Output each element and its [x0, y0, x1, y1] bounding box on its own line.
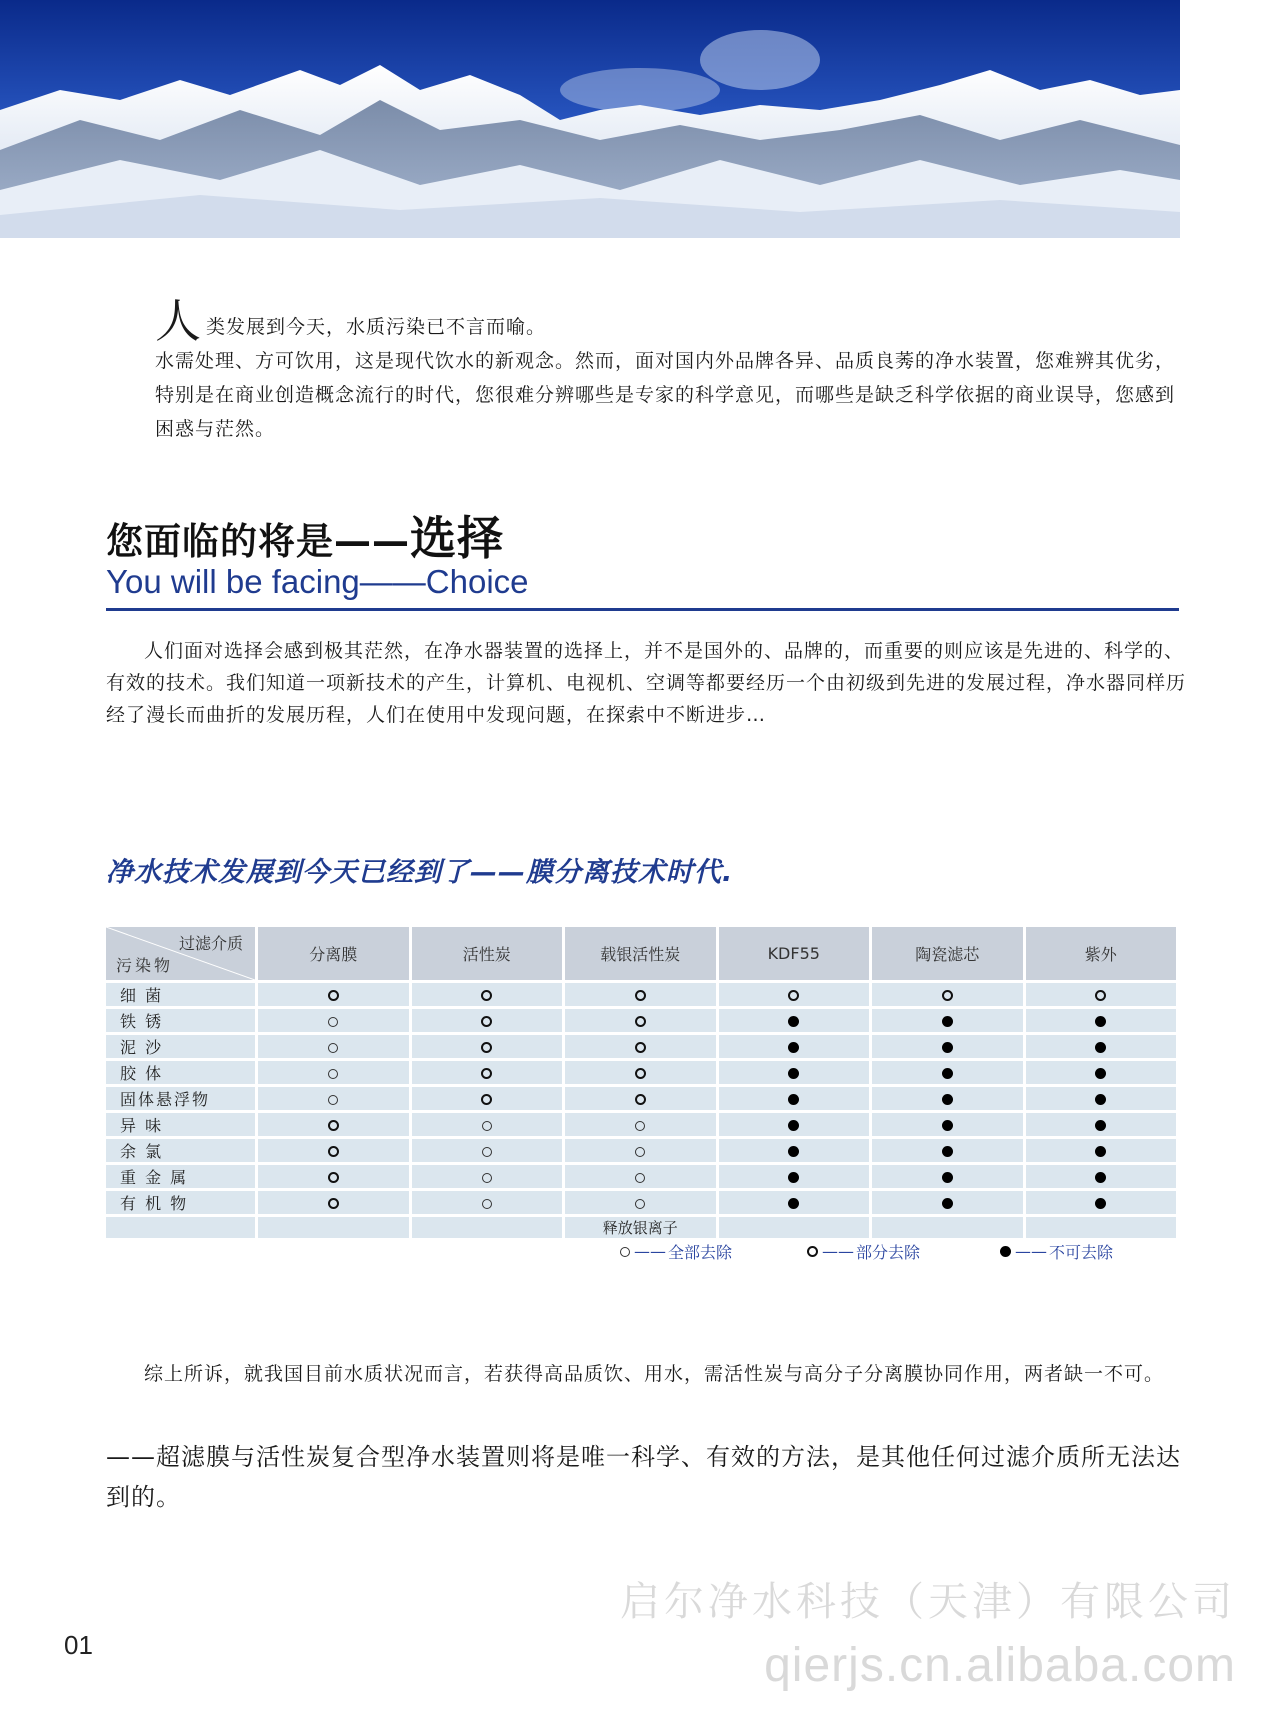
table-cell — [565, 1087, 716, 1110]
table-cell — [412, 1139, 563, 1162]
table-cell — [258, 1087, 409, 1110]
row-label: 胶 体 — [106, 1061, 255, 1084]
corner-top-label: 过滤介质 — [178, 934, 243, 953]
filled-dot-icon — [788, 1016, 799, 1027]
filled-dot-icon — [788, 1042, 799, 1053]
table-cell — [258, 1165, 409, 1188]
heading-cn-emphasis: 选择 — [410, 511, 504, 565]
hollow-circle-icon — [482, 1121, 492, 1131]
table-note-row — [106, 1217, 1176, 1238]
table-cell — [258, 1113, 409, 1136]
bold-circle-icon — [635, 1094, 646, 1105]
legend-part — [807, 1240, 920, 1263]
table-cell — [719, 1061, 870, 1084]
table-cell — [258, 983, 409, 1006]
table-cell — [719, 1139, 870, 1162]
filled-dot-icon — [788, 1120, 799, 1131]
filled-dot-icon — [1095, 1042, 1106, 1053]
column-header: KDF55 — [719, 927, 870, 980]
table-row — [106, 1191, 1176, 1214]
table-row — [106, 1113, 1176, 1136]
table-cell — [412, 1113, 563, 1136]
table-cell — [258, 1035, 409, 1058]
table-row — [106, 1035, 1176, 1058]
hollow-circle-icon — [328, 1017, 338, 1027]
table-cell — [719, 983, 870, 1006]
heading-cn-prefix: 您面临的将是—— — [106, 520, 410, 563]
bold-circle-icon — [481, 990, 492, 1001]
bold-circle-icon — [635, 1068, 646, 1079]
table-cell — [1026, 1165, 1177, 1188]
table-cell — [1026, 1139, 1177, 1162]
filled-dot-icon — [942, 1068, 953, 1079]
table-cell — [719, 1217, 870, 1238]
mountain-banner-image — [0, 0, 1180, 238]
table-cell — [258, 1139, 409, 1162]
row-label: 泥 沙 — [106, 1035, 255, 1058]
table-cell — [412, 1087, 563, 1110]
table-row — [106, 983, 1176, 1006]
bold-circle-icon — [328, 1120, 339, 1131]
table-cell — [412, 1217, 563, 1238]
bold-circle-icon — [1095, 990, 1106, 1001]
table-cell — [719, 1009, 870, 1032]
table-cell — [719, 1035, 870, 1058]
choice-paragraph-text: 人们面对选择会感到极其茫然，在净水器装置的选择上，并不是国外的、品牌的，而重要的则应该是先进的、科学的、有效的技术。我们知道一项新技术的产生，计算机、电视机、空调等都要经历一个由初级到先进的发展过程，净水器同样历经了漫长而曲折的发展历程，人们在使用中发现问题，在探索中不断进步… — [106, 640, 1187, 726]
table-cell — [719, 1191, 870, 1214]
hollow-circle-icon — [635, 1173, 645, 1183]
filled-dot-icon — [788, 1094, 799, 1105]
column-header: 载银活性炭 — [565, 927, 716, 980]
table-cell — [565, 1139, 716, 1162]
table-cell — [1026, 983, 1177, 1006]
table-cell — [412, 1009, 563, 1032]
bold-circle-icon — [788, 990, 799, 1001]
column-header: 分离膜 — [258, 927, 409, 980]
table-cell — [872, 1191, 1023, 1214]
conclusion-statement-text: ——超滤膜与活性炭复合型净水装置则将是唯一科学、有效的方法，是其他任何过滤介质所无法达到的。 — [106, 1443, 1181, 1511]
section-heading-en: You will be facing——Choice — [106, 563, 529, 600]
table-cell — [1026, 1113, 1177, 1136]
bold-circle-icon — [328, 1172, 339, 1183]
table-cell — [1026, 1009, 1177, 1032]
table-cell — [872, 1087, 1023, 1110]
bold-circle-icon — [328, 1146, 339, 1157]
filled-dot-icon — [942, 1172, 953, 1183]
table-row — [106, 1165, 1176, 1188]
bold-circle-icon — [635, 1016, 646, 1027]
table-row — [106, 1061, 1176, 1084]
table-legend — [0, 1240, 1276, 1264]
choice-paragraph — [106, 635, 1186, 731]
legend-full-label: 全部去除 — [668, 1243, 733, 1262]
bold-circle-icon — [807, 1246, 818, 1257]
table-cell — [1026, 1087, 1177, 1110]
bold-circle-icon — [328, 1198, 339, 1209]
heading-divider — [106, 608, 1179, 611]
bold-circle-icon — [635, 1042, 646, 1053]
legend-none — [1000, 1240, 1113, 1263]
watermark-company: 启尔净水科技（天津）有限公司 — [620, 1579, 1236, 1625]
table-cell — [258, 1009, 409, 1032]
table-cell — [258, 1217, 409, 1238]
table-cell — [872, 1061, 1023, 1084]
table-row — [106, 1009, 1176, 1032]
table-cell — [565, 1035, 716, 1058]
table-cell — [565, 983, 716, 1006]
legend-dash: —— — [822, 1242, 854, 1261]
filled-dot-icon — [1095, 1120, 1106, 1131]
table-cell — [565, 1191, 716, 1214]
table-cell — [1026, 1061, 1177, 1084]
filled-dot-icon — [942, 1120, 953, 1131]
membrane-era-heading: 净水技术发展到今天已经到了——膜分离技术时代. — [106, 857, 734, 888]
table-row — [106, 1139, 1176, 1162]
bold-circle-icon — [481, 1068, 492, 1079]
bold-circle-icon — [635, 990, 646, 1001]
legend-dash: —— — [1015, 1242, 1047, 1261]
table-cell — [412, 1061, 563, 1084]
table-cell — [719, 1113, 870, 1136]
corner-bottom-label: 污染物 — [116, 956, 174, 975]
watermark-url: qierjs.cn.alibaba.com — [764, 1639, 1236, 1692]
column-header: 紫外 — [1026, 927, 1177, 980]
silver-ion-note: 释放银离子 — [565, 1217, 716, 1238]
table-row — [106, 1087, 1176, 1110]
table-cell — [872, 1217, 1023, 1238]
table-cell — [872, 983, 1023, 1006]
bold-circle-icon — [328, 990, 339, 1001]
intro-line1-text: 类发展到今天，水质污染已不言而喻。 — [206, 316, 547, 338]
column-header: 陶瓷滤芯 — [872, 927, 1023, 980]
bold-circle-icon — [481, 1094, 492, 1105]
bold-circle-icon — [481, 1016, 492, 1027]
legend-full — [620, 1240, 732, 1263]
intro-first-line — [155, 294, 1175, 348]
table-cell — [258, 1191, 409, 1214]
conclusion-statement — [106, 1437, 1186, 1517]
conclusion-text: 综上所诉，就我国目前水质状况而言，若获得高品质饮、用水，需活性炭与高分子分离膜协同作用，两者缺一不可。 — [144, 1363, 1165, 1385]
filled-dot-icon — [942, 1146, 953, 1157]
filled-dot-icon — [788, 1146, 799, 1157]
table-cell — [565, 1113, 716, 1136]
table-cell — [872, 1139, 1023, 1162]
column-header: 活性炭 — [412, 927, 563, 980]
table-cell — [565, 1061, 716, 1084]
table-corner-cell — [106, 927, 255, 980]
hollow-circle-icon — [482, 1147, 492, 1157]
row-label: 铁 锈 — [106, 1009, 255, 1032]
filter-comparison-table — [106, 927, 1179, 1241]
hollow-circle-icon — [482, 1199, 492, 1209]
filled-dot-icon — [1095, 1016, 1106, 1027]
row-label: 有 机 物 — [106, 1191, 255, 1214]
table-cell — [412, 1165, 563, 1188]
filled-dot-icon — [942, 1094, 953, 1105]
table-cell — [1026, 1035, 1177, 1058]
hollow-circle-icon — [328, 1043, 338, 1053]
page-number: 01 — [64, 1630, 93, 1660]
table-cell — [412, 983, 563, 1006]
filled-dot-icon — [1095, 1172, 1106, 1183]
table-cell — [106, 1217, 255, 1238]
hollow-circle-icon — [635, 1199, 645, 1209]
table-cell — [258, 1061, 409, 1084]
table-cell — [1026, 1191, 1177, 1214]
conclusion-paragraph — [106, 1357, 1176, 1391]
row-label: 异 味 — [106, 1113, 255, 1136]
table-cell — [565, 1165, 716, 1188]
table-cell — [565, 1009, 716, 1032]
table-cell — [1026, 1217, 1177, 1238]
filled-dot-icon — [942, 1042, 953, 1053]
hollow-circle-icon — [635, 1147, 645, 1157]
table-cell — [412, 1035, 563, 1058]
row-label: 固体悬浮物 — [106, 1087, 255, 1110]
row-label: 重 金 属 — [106, 1165, 255, 1188]
row-label: 余 氯 — [106, 1139, 255, 1162]
section-heading-cn — [106, 502, 504, 568]
filled-dot-icon — [1095, 1146, 1106, 1157]
hollow-circle-icon — [635, 1121, 645, 1131]
table-cell — [872, 1009, 1023, 1032]
table-body — [106, 983, 1176, 1238]
hollow-circle-icon — [328, 1095, 338, 1105]
filled-dot-icon — [1095, 1094, 1106, 1105]
table-cell — [872, 1165, 1023, 1188]
bold-circle-icon — [942, 990, 953, 1001]
filled-dot-icon — [788, 1172, 799, 1183]
comparison-table — [103, 924, 1179, 1241]
table-cell — [719, 1087, 870, 1110]
filled-dot-icon — [1095, 1198, 1106, 1209]
table-cell — [412, 1191, 563, 1214]
filled-dot-icon — [1095, 1068, 1106, 1079]
legend-none-label: 不可去除 — [1049, 1243, 1114, 1262]
row-label: 细 菌 — [106, 983, 255, 1006]
intro-paragraph: 水需处理、方可饮用，这是现代饮水的新观念。然而，面对国内外品牌各异、品质良莠的净水装置，您难辨其优劣，特别是在商业创造概念流行的时代，您很难分辨哪些是专家的科学意见，而哪些是缺乏科学依据的商业误导，您感到困惑与茫然。 — [155, 350, 1176, 440]
bold-circle-icon — [481, 1042, 492, 1053]
hollow-circle-icon — [328, 1069, 338, 1079]
legend-dash: —— — [634, 1242, 666, 1261]
filled-dot-icon — [788, 1068, 799, 1079]
filled-dot-icon — [788, 1198, 799, 1209]
filled-dot-icon — [942, 1198, 953, 1209]
table-cell — [872, 1035, 1023, 1058]
legend-part-label: 部分去除 — [856, 1243, 921, 1262]
intro-section — [155, 294, 1176, 446]
filled-dot-icon — [942, 1016, 953, 1027]
table-cell — [872, 1113, 1023, 1136]
table-header-row — [106, 927, 1176, 980]
filled-dot-icon — [1000, 1246, 1011, 1257]
table-cell — [719, 1165, 870, 1188]
intro-dropcap: 人 — [155, 294, 202, 348]
hollow-circle-icon — [620, 1247, 630, 1257]
hollow-circle-icon — [482, 1173, 492, 1183]
